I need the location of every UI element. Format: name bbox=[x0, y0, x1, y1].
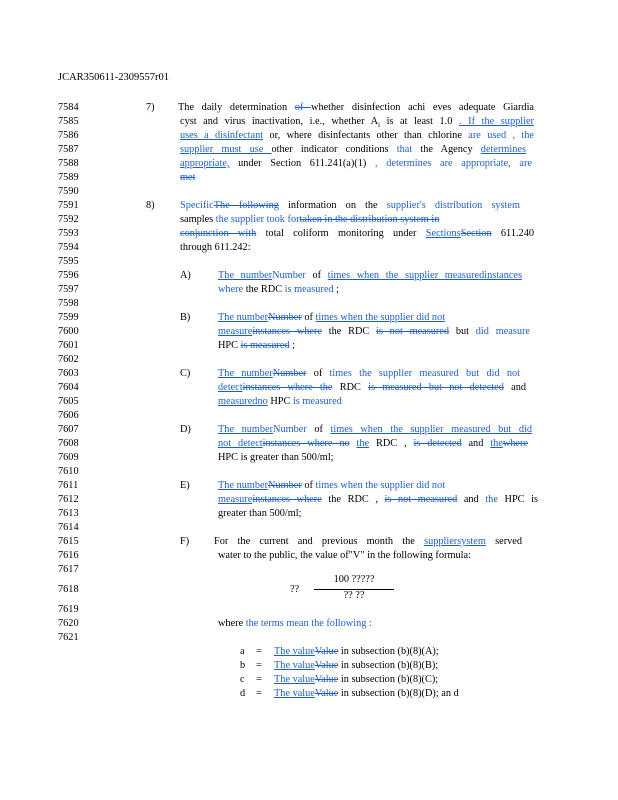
line-number: 7597 bbox=[58, 284, 79, 295]
line-number: 7591 bbox=[58, 200, 79, 211]
text-line: The daily determination of whether disinfection achi eves adequate Giardia bbox=[178, 102, 534, 113]
text-line: The numberNumber of times when the supplier measuredinstances bbox=[218, 270, 522, 281]
line-number: 7603 bbox=[58, 368, 79, 379]
text-line: uses a disinfectant or, where disinfectants other than chlorine are used , the bbox=[180, 130, 534, 141]
line-number: 7588 bbox=[58, 158, 79, 169]
line-number: 7617 bbox=[58, 564, 79, 575]
line-number: 7587 bbox=[58, 144, 79, 155]
definition-row: a = The valueValue in subsection (b)(8)(A); bbox=[240, 646, 439, 657]
line-number: 7609 bbox=[58, 452, 79, 463]
text-line: conjunction with total coliform monitoring under SectionsSection 611.240 bbox=[180, 228, 534, 239]
subitem-letter: D) bbox=[180, 424, 191, 435]
subitem-letter: B) bbox=[180, 312, 191, 323]
text-line: HPC is measured ; bbox=[218, 340, 295, 351]
line-number: 7585 bbox=[58, 116, 79, 127]
line-number: 7608 bbox=[58, 438, 79, 449]
line-number: 7598 bbox=[58, 298, 79, 309]
text-line: through 611.242: bbox=[180, 242, 251, 253]
line-number: 7594 bbox=[58, 242, 79, 253]
line-number: 7604 bbox=[58, 382, 79, 393]
line-number: 7592 bbox=[58, 214, 79, 225]
line-number: 7612 bbox=[58, 494, 79, 505]
subitem-letter: F) bbox=[180, 536, 190, 547]
line-number: 7610 bbox=[58, 466, 79, 477]
line-number: 7605 bbox=[58, 396, 79, 407]
line-number: 7596 bbox=[58, 270, 79, 281]
subitem-letter: A) bbox=[180, 270, 191, 281]
line-number: 7611 bbox=[58, 480, 79, 491]
document-id: JCAR350611-2309557r01 bbox=[58, 72, 170, 83]
line-number: 7590 bbox=[58, 186, 79, 197]
line-number: 7601 bbox=[58, 340, 79, 351]
definition-row: b = The valueValue in subsection (b)(8)(B); bbox=[240, 660, 439, 671]
subitem-letter: C) bbox=[180, 368, 191, 379]
text-line: For the current and previous month the suppliersystem served bbox=[214, 536, 522, 547]
line-number: 7615 bbox=[58, 536, 79, 547]
line-number: 7607 bbox=[58, 424, 79, 435]
line-number: 7589 bbox=[58, 172, 79, 183]
line-number: 7584 bbox=[58, 102, 79, 113]
line-number: 7614 bbox=[58, 522, 79, 533]
subitem-letter: E) bbox=[180, 480, 190, 491]
text-line: greater than 500/ml; bbox=[218, 508, 302, 519]
text-line: measuredno HPC is measured bbox=[218, 396, 342, 407]
line-number: 7586 bbox=[58, 130, 79, 141]
line-number: 7600 bbox=[58, 326, 79, 337]
line-number: 7599 bbox=[58, 312, 79, 323]
formula-denominator: ?? ?? bbox=[343, 590, 365, 601]
text-line: The numberNumber of times when the supplier did not bbox=[218, 312, 446, 323]
line-number: 7620 bbox=[58, 618, 79, 629]
text-line: where the RDC is measured ; bbox=[218, 284, 339, 295]
formula-lhs: ?? bbox=[290, 584, 300, 595]
formula-numerator: 100 ????? bbox=[333, 574, 375, 585]
text-line: supplier must use other indicator conditions that the Agency determines bbox=[180, 144, 526, 155]
text-line: The numberNumber of times when the supplier measured but did bbox=[218, 424, 532, 435]
text-line: appropriate, under Section 611.241(a)(1) , determines are appropriate, are bbox=[180, 158, 532, 169]
text-line: detectinstances where the RDC is measured but not detected and bbox=[218, 382, 526, 393]
text-line: met bbox=[180, 172, 196, 183]
item-number: 8) bbox=[146, 200, 155, 211]
line-number: 7602 bbox=[58, 354, 79, 365]
text-line: measureinstances where the RDC , is not measured and the HPC is bbox=[218, 494, 539, 505]
text-line: where the terms mean the following : bbox=[218, 618, 372, 629]
text-line: water to the public, the value of"V" in the following formula: bbox=[218, 550, 471, 561]
text-line: samples the supplier took fortaken in the distribution system in bbox=[180, 214, 440, 225]
line-number: 7619 bbox=[58, 604, 79, 615]
line-number: 7606 bbox=[58, 410, 79, 421]
text-line: The numberNumber of times when the supplier did not bbox=[218, 480, 446, 491]
line-number: 7618 bbox=[58, 584, 79, 595]
line-number: 7593 bbox=[58, 228, 79, 239]
definition-row: c = The valueValue in subsection (b)(8)(C); bbox=[240, 674, 439, 685]
line-number: 7616 bbox=[58, 550, 79, 561]
definition-row: d = The valueValue in subsection (b)(8)(D); an d bbox=[240, 688, 459, 699]
text-line: The numberNumber of times the supplier measured but did not bbox=[218, 368, 521, 379]
text-line: HPC is greater than 500/ml; bbox=[218, 452, 334, 463]
line-number: 7595 bbox=[58, 256, 79, 267]
text-line: SpecificThe following information on the supplier's distribution system bbox=[180, 200, 521, 211]
text-line: measureinstances where the RDC is not measured but did measure bbox=[218, 326, 530, 337]
item-number: 7) bbox=[146, 102, 155, 113]
text-line: cyst and virus inactivation, i.e., whether $A_i$ is at least 1.0 . If the supplier bbox=[180, 116, 534, 130]
text-line: not detectinstances where no the RDC , is detected and thewhere bbox=[218, 438, 528, 449]
line-number: 7613 bbox=[58, 508, 79, 519]
line-number: 7621 bbox=[58, 632, 79, 643]
